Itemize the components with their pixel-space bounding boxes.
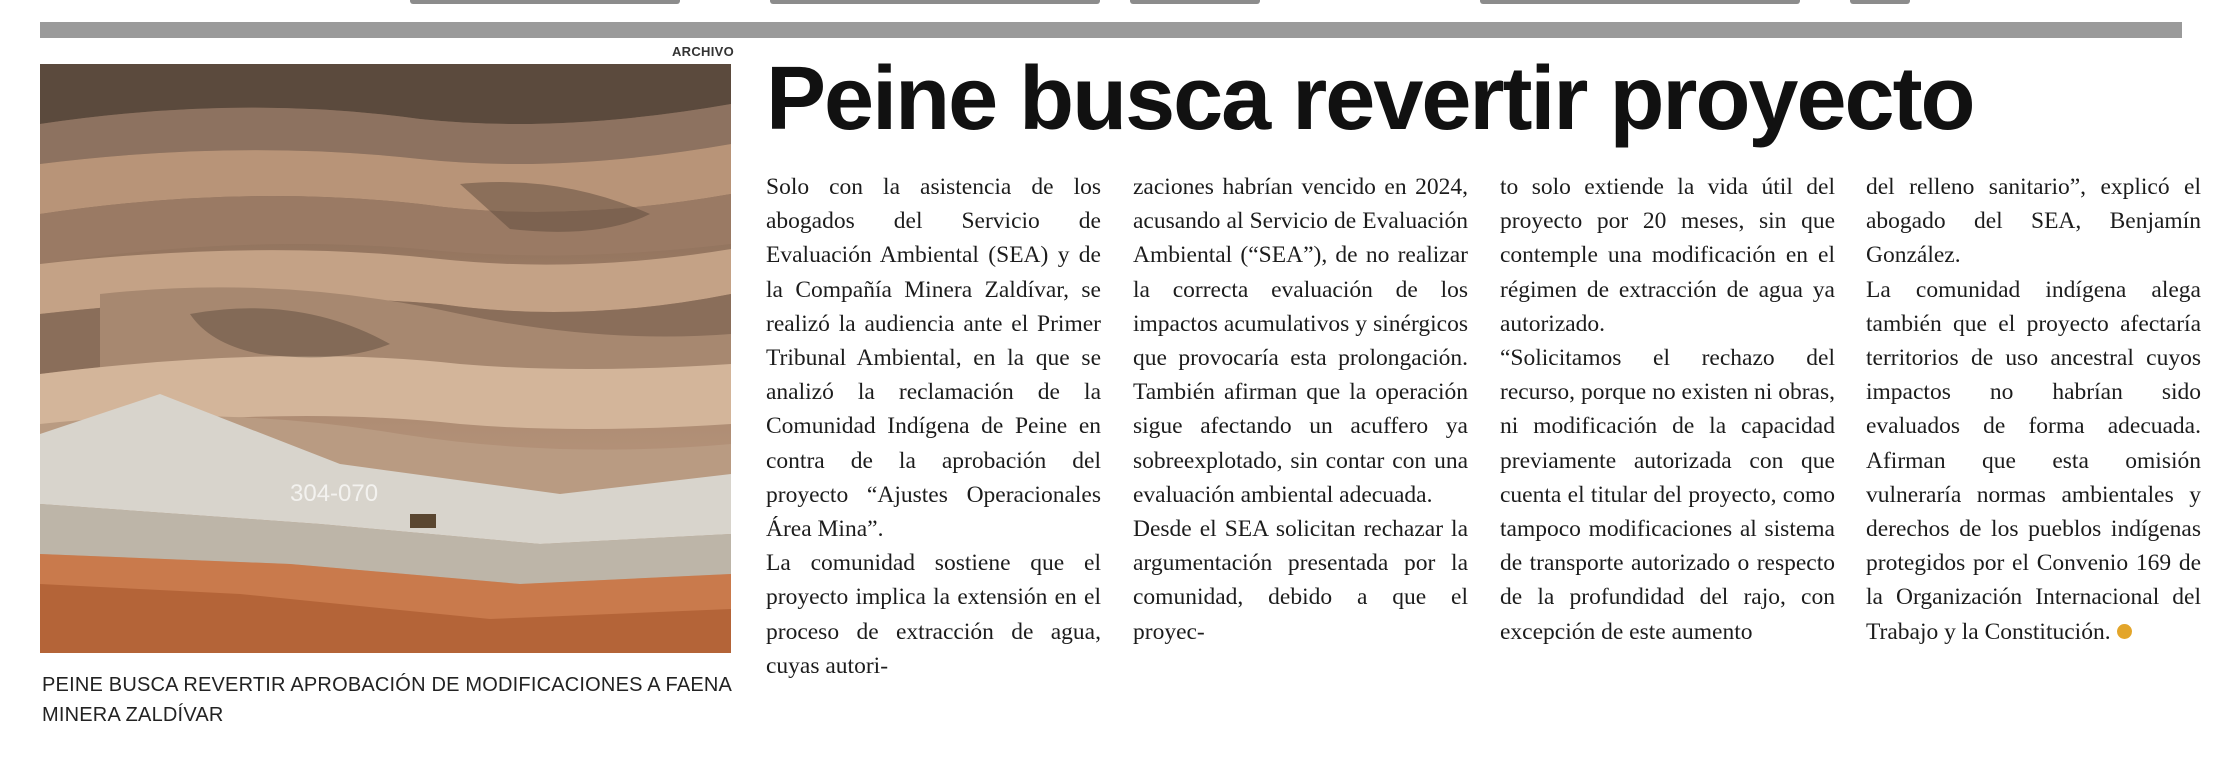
paragraph-last [1866,273,2201,649]
photo-credit: ARCHIVO [671,44,734,59]
photo-caption: PEINE BUSCA REVERTIR APROBACIÓN DE MODIFICACIONES A FAENA MINERA ZALDÍVAR [42,674,731,726]
article-photo [40,64,731,653]
paragraph: La comunidad sostiene que el proyecto implica la extensión en el proceso de extracción de agua, cuyas autori- [766,550,1101,679]
article-column-2 [1133,170,1468,649]
article-column-3 [1500,170,1835,649]
paragraph-text: La comunidad indígena alega también que el proyecto afectaría territorios de uso ancestral cuyos impactos no habrían sido evaluados de forma adecuada. Afirman que esta omisión vulneraría normas ambientales y derechos de los pueblos indígenas protegidos por el Convenio 169 de la Organización Internacional del Trabajo y la Constitución. [1866,276,2201,645]
paragraph: “Solicitamos el rechazo del recurso, porque no existen ni obras, ni modificación de la capacidad previamente autorizada con que cuenta el titular del proyecto, como tampoco modificaciones al sistema de transporte autorizado o respecto de la profundidad del rajo, con excepción de este aumento [1500,345,1835,645]
paragraph: Desde el SEA solicitan rechazar la argumentación presentada por la comunidad, debido a que el proyec- [1133,516,1468,645]
paragraph: to solo extiende la vida útil del proyecto por 20 meses, sin que contemple una modificación en el régimen de extracción de agua ya autorizado. [1500,174,1835,337]
end-of-article-icon [2117,624,2132,639]
paragraph: zaciones habrían vencido en 2024, acusando al Servicio de Evaluación Ambiental (“SEA”), de no realizar la correcta evaluación de los impactos acumulativos y sinérgicos que provocaría esta prolongación. También afirman que la operación sigue afectando un acuffero ya sobreexplotado, sin contar con una evaluación ambiental adecuada. [1133,174,1468,508]
paragraph: Solo con la asistencia de los abogados del Servicio de Evaluación Ambiental (SEA) y de la Compañía Minera Zaldívar, se realizó la audiencia ante el Primer Tribunal Ambiental, en la que se analizó la reclamación de la Comunidad Indígena de Peine en contra de la aprobación del proyecto “Ajustes Operacionales Área Mina”. [766,174,1101,543]
truck-number: 304-070 [290,480,379,507]
paragraph: del relleno sanitario”, explicó el abogado del SEA, Benjamín González. [1866,174,2201,269]
article-column-1 [766,170,1101,683]
article-column-4 [1866,170,2201,649]
article-headline: Peine busca revertir proyecto [766,49,1974,149]
section-rule [40,22,2182,38]
cropped-header-strip [0,0,2232,8]
